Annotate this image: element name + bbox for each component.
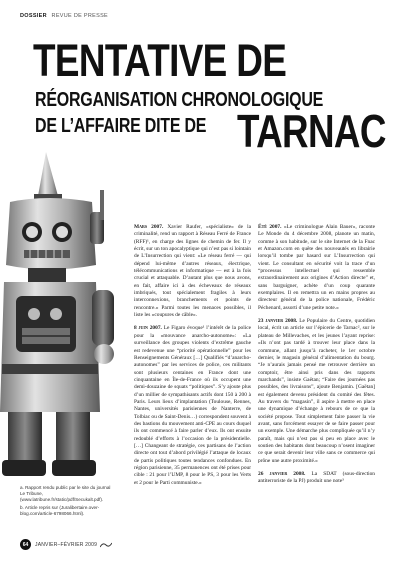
- article-column-middle: [134, 224, 251, 493]
- section-header: [20, 13, 108, 19]
- caption-note-a: a. Rapport rendu public par le site du journal Le Tribune, (www.latribune.fr/static/pdf/Secukalt.pdf).: [20, 485, 111, 502]
- issue-date: JANVIER–FÉVRIER 2009: [35, 541, 98, 548]
- paragraph-date: Mars 2007.: [134, 224, 164, 230]
- title-line-4: TARNAC: [237, 105, 386, 157]
- magazine-logo-icon: [100, 542, 112, 548]
- paragraph-date: 23 janvier 2008.: [258, 318, 298, 325]
- page-footer: [20, 539, 112, 550]
- robot-toy-photo: [0, 150, 118, 480]
- image-captions: [20, 485, 115, 519]
- paragraph-date: 8 juin 2007.: [134, 325, 162, 332]
- title-line-2: RÉORGANISATION CHRONOLOGIQUE: [35, 89, 324, 111]
- article-column-right: [258, 224, 375, 492]
- article-paragraph: [134, 224, 251, 319]
- paragraph-text: Xavier Raufer, «spécialiste» de la criminalité, rend un rapport à Réseau Ferré de France (RFF)¹, en charge des lignes de chemin de fer. Il y écrit, sur un ton apocalyptique qui n’est pas si lointain de L’Insurrection qui vient: «Le réseau ferré — qui dépend lui-même d’autres réseaux, électrique, télécommunications et informatique — est à la fois crucial et attaquable. D’autant plus que nous avons, en fait, affaire ici à des écheveaux de réseaux imbriqués, tout spécialement fragiles à leurs interconnexions, branchements et points de rencontre.» Parmi toutes les menaces possibles, il liste les «coupures de câble».: [134, 224, 251, 319]
- paragraph-date: Été 2007.: [258, 224, 282, 230]
- article-paragraph: [258, 224, 375, 312]
- caption-note-b: b. Article repris sur (Juralibertaire.over-blog.com/article-6798066.html).: [20, 504, 100, 516]
- section-label: DOSSIER: [20, 13, 47, 19]
- paragraph-text: La SDAT (sous-direction antiterroriste de la PJ) produit une note³: [258, 471, 375, 485]
- paragraph-text: Le Populaire du Centre, quotidien local, écrit un article sur l’épicerie de Tarnac², sur le plateau de Millevaches, et les jeunes l’ayant reprise: «Ils n’ont pas tardé à trouver leur place dans la commune, allant jusqu’à racheter, le 1er octobre dernier, le magasin général d’alimentation du bourg. “Je n’aurais jamais pensé me retrouver derrière un comptoir, être ainsi pris dans des rapports marchands”, insiste Gaëtan; “Faire des journées pas possibles, des livraisons”, ajoute Benjamin. [Gaëtan] est également devenu président du comité des fêtes. Au travers du “magasin”, il aspire à mettre en place une dynamique d’échange à rebours de ce que la société propose. Tout simplement faire passer la vie avant, sans forcément essayer de se faire passer pour un exemple. Une démarche plus compliquée qu’il n’y paraît, mais qui n’est pas si peu en place avec le soutien des habitants dont beaucoup n’osent imaginer ce que serait devenir leur ville sans ce commerce qui prône une autre proximité.»: [258, 318, 375, 464]
- paragraph-text: Le Figaro évoque¹ l’intérêt de la police pour la «mouvance anarcho-autonome»: «La surveillance des groupes violents d’extrême gauche est redevenue une “priorité opérationnelle” pour les Renseignements Généraux […] Qualifiés “d’anarcho-autonomes” par les services de police, ces militants sont plusieurs centaines en France dont une cinquantaine en Île-de-France où ils occupent une demi-douzaine de squats “politiques”. S’y ajoute plus d’un millier de sympathisants actifs dont 150 à 200 à Paris. Leurs lieux d’implantation (Toulouse, Rennes, Nantes, universités parisiennes de Nanterre, de Tolbiac ou de Saint-Denis…) correspondent souvent à des bastions du mouvement anti-CPE au cours duquel ils ont commencé à faire parler d’eux. Ils ont ensuite redoublé d’efforts à l’occasion de la présidentielle. […] Changeant de stratégie, ces partisans de l’action directe ont tout d’abord privilégié l’attaque de locaux de partis politiques toutes tendances confondues. En région parisienne, 35 permanences ont été prises pour cible : 21 pour l’UMP, 8 pour le PS, 3 pour les Verts et 2 pour le Parti communiste.»: [134, 325, 251, 486]
- paragraph-text: «Le criminologue Alain Bauer», raconte Le Monde du 4 décembre 2008, planote un matin, comme à son habitude, sur le site Internet de la Fnac et Amazon.com en quête des nouveautés en librairie lorsqu’il tombe par hasard sur L’Insurrection qui vient. Le consultant en sécurité voit la trace d’un “processus intellectuel qui ressemble extraordinairement aux origines d’Action directe” et, sans barguigner, achète d’un coup quarante exemplaires. Il en remettra un en mains propres au directeur général de la police nationale, Frédéric Péchenard, assorti d’une petite note.»: [258, 224, 375, 311]
- title-line-3: DE L’AFFAIRE DITE DE: [35, 115, 207, 137]
- article-paragraph: [134, 325, 251, 487]
- paragraph-date: 26 janvier 2008.: [258, 471, 306, 477]
- article-paragraph: [258, 471, 375, 486]
- article-paragraph: [258, 318, 375, 465]
- subsection-label: REVUE DE PRESSE: [51, 13, 109, 19]
- page-number: 64: [20, 539, 31, 550]
- title-line-1: TENTATIVE DE: [33, 35, 287, 86]
